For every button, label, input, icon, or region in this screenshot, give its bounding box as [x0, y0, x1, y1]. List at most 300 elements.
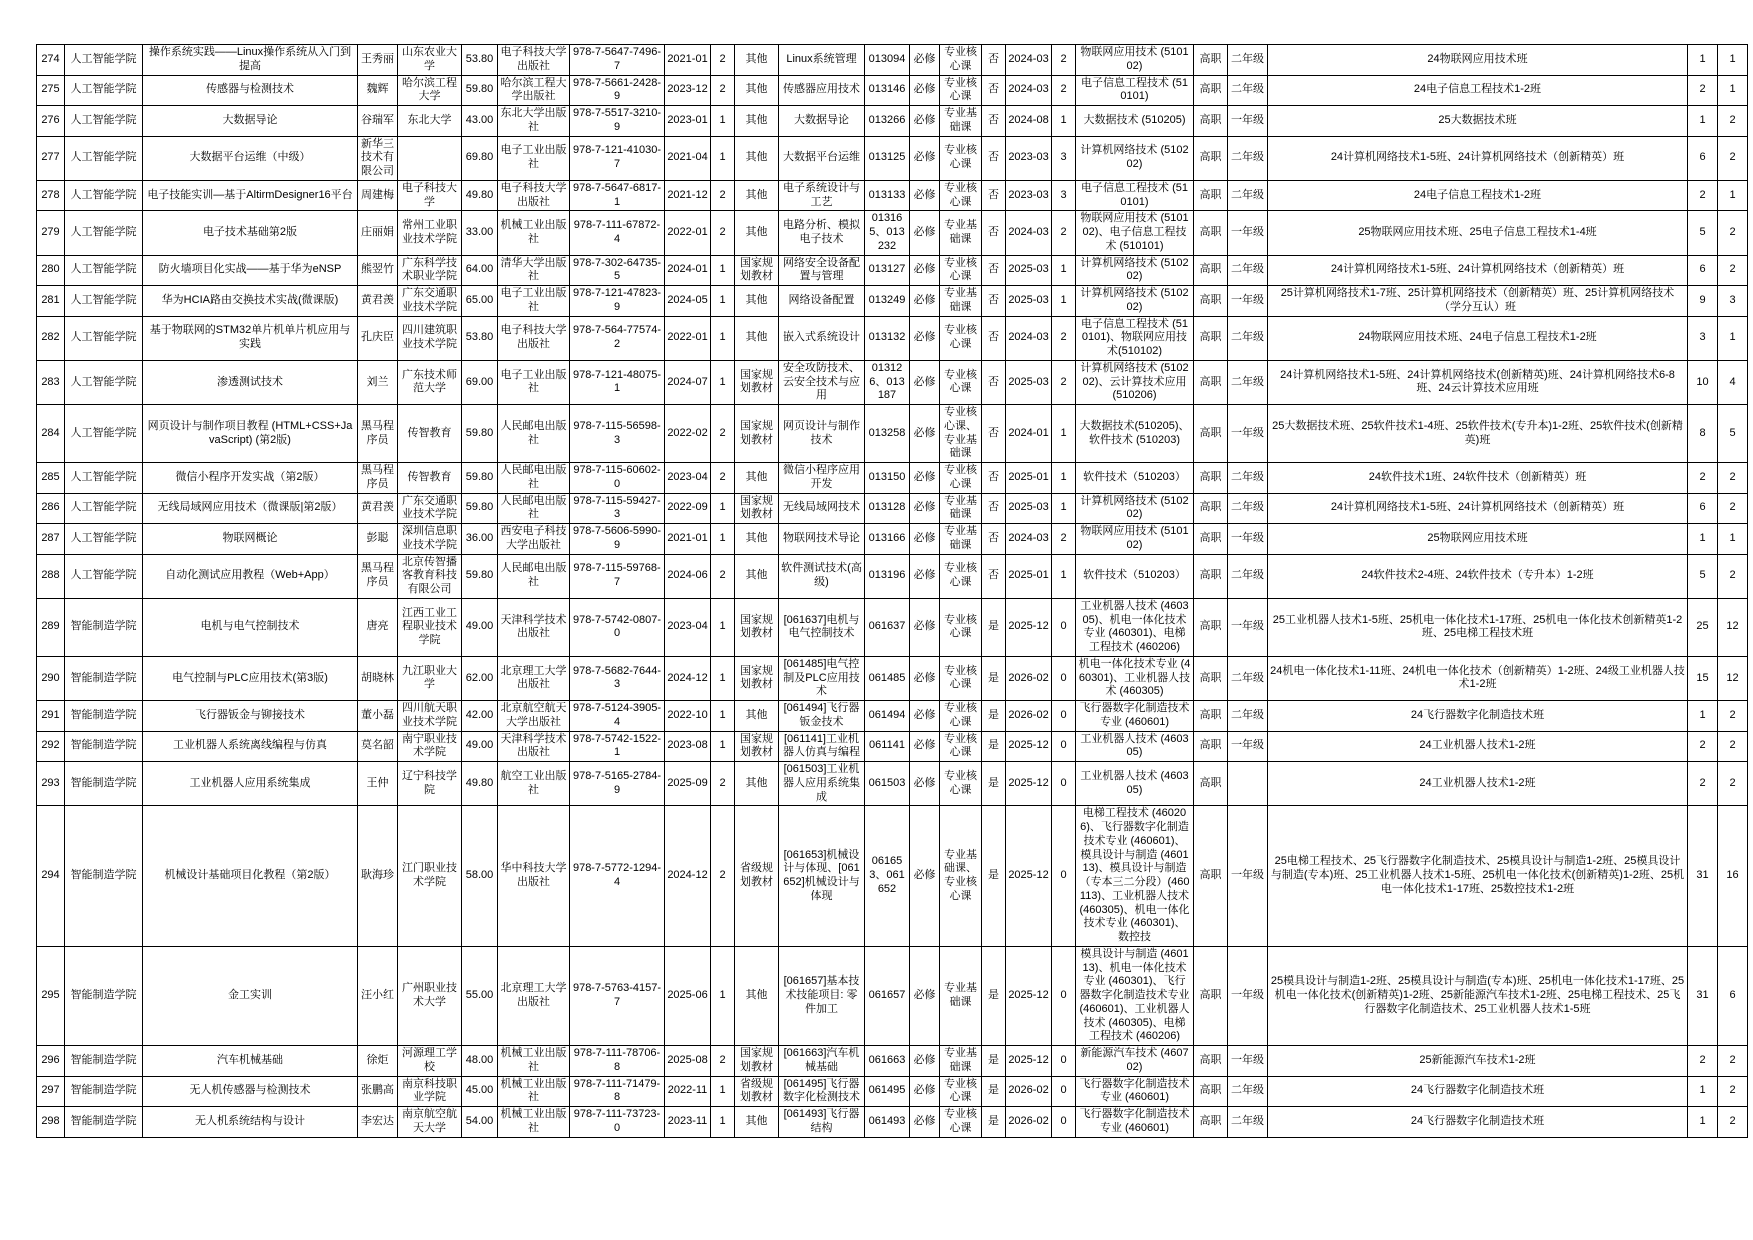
cell-classes: 24计算机网络技术1-5班、24计算机网络技术（创新精英）班 [1268, 255, 1688, 286]
cell-unit: 南宁职业技术学院 [398, 731, 462, 762]
cell-count2: 2 [1718, 1107, 1748, 1138]
cell-title: 金工实训 [143, 946, 358, 1045]
cell-author: 刘兰 [358, 360, 398, 404]
cell-grade: 一年级 [1228, 211, 1268, 255]
cell-code: 061653、061652 [865, 806, 910, 947]
cell-pubdate: 2023-12 [665, 75, 711, 106]
cell-classes: 24物联网应用技术班、24电子信息工程技术1-2班 [1268, 316, 1688, 360]
cell-type: 国家规划教材 [735, 656, 779, 700]
cell-type: 国家规划教材 [735, 598, 779, 656]
cell-count1: 1 [1688, 701, 1718, 732]
cell-no: 285 [37, 463, 65, 494]
cell-required: 必修 [910, 1046, 940, 1077]
cell-nature: 专业核心课 [940, 656, 982, 700]
cell-level: 高职 [1194, 1076, 1228, 1107]
cell-price: 49.80 [462, 762, 498, 806]
cell-level: 高职 [1194, 701, 1228, 732]
cell-flag: 否 [982, 360, 1006, 404]
cell-title: 自动化测试应用教程（Web+App） [143, 554, 358, 598]
cell-required: 必修 [910, 180, 940, 211]
cell-author: 汪小红 [358, 946, 398, 1045]
cell-grade: 一年级 [1228, 106, 1268, 137]
cell-price: 58.00 [462, 806, 498, 947]
cell-no: 298 [37, 1107, 65, 1138]
cell-major: 计算机网络技术 (510202) [1076, 286, 1194, 317]
cell-title: 飞行器钣金与铆接技术 [143, 701, 358, 732]
cell-nature: 专业核心课 [940, 731, 982, 762]
cell-flag: 是 [982, 656, 1006, 700]
cell-nature: 专业核心课 [940, 762, 982, 806]
cell-major: 大数据技术(510205)、软件技术 (510203) [1076, 405, 1194, 463]
cell-course: 网页设计与制作技术 [779, 405, 865, 463]
cell-isbn: 978-7-5661-2428-9 [570, 75, 665, 106]
cell-price: 59.80 [462, 554, 498, 598]
cell-publisher: 清华大学出版社 [498, 255, 570, 286]
cell-level: 高职 [1194, 255, 1228, 286]
cell-grade: 二年级 [1228, 45, 1268, 76]
cell-isbn: 978-7-5124-3905-4 [570, 701, 665, 732]
cell-title: 无人机传感器与检测技术 [143, 1076, 358, 1107]
cell-startdate: 2026-02 [1006, 701, 1052, 732]
cell-startdate: 2025-03 [1006, 493, 1052, 524]
cell-flag: 否 [982, 493, 1006, 524]
cell-pubdate: 2022-11 [665, 1076, 711, 1107]
cell-num: 2 [1052, 360, 1076, 404]
cell-nature: 专业核心课 [940, 180, 982, 211]
cell-isbn: 978-7-302-64735-5 [570, 255, 665, 286]
cell-startdate: 2024-03 [1006, 75, 1052, 106]
cell-pubdate: 2021-01 [665, 45, 711, 76]
cell-classes: 24计算机网络技术1-5班、24计算机网络技术(创新精英)班、24计算机网络技术6-8班、24云计算技术应用班 [1268, 360, 1688, 404]
table-row [37, 45, 1748, 76]
cell-unit: 四川航天职业技术学院 [398, 701, 462, 732]
cell-major: 电子信息工程技术 (510101) [1076, 75, 1194, 106]
cell-required: 必修 [910, 806, 940, 947]
cell-code: 061495 [865, 1076, 910, 1107]
cell-level: 高职 [1194, 211, 1228, 255]
cell-type: 国家规划教材 [735, 731, 779, 762]
table-body [37, 45, 1748, 1138]
cell-isbn: 978-7-5647-6817-1 [570, 180, 665, 211]
cell-startdate: 2025-12 [1006, 946, 1052, 1045]
cell-course: 大数据导论 [779, 106, 865, 137]
cell-required: 必修 [910, 106, 940, 137]
cell-college: 人工智能学院 [65, 405, 143, 463]
cell-classes: 24机电一体化技术1-11班、24机电一体化技术（创新精英）1-2班、24级工业机器人技术1-2班 [1268, 656, 1688, 700]
cell-course: 网络设备配置 [779, 286, 865, 317]
cell-num: 1 [1052, 106, 1076, 137]
cell-edition: 1 [711, 946, 735, 1045]
cell-count1: 1 [1688, 1076, 1718, 1107]
cell-nature: 专业基础课、专业核心课 [940, 806, 982, 947]
cell-major: 飞行器数字化制造技术专业 (460601) [1076, 1076, 1194, 1107]
cell-major: 电子信息工程技术 (510101) [1076, 180, 1194, 211]
cell-startdate: 2025-12 [1006, 598, 1052, 656]
cell-code: 013166 [865, 524, 910, 555]
cell-count2: 2 [1718, 136, 1748, 180]
cell-grade: 二年级 [1228, 701, 1268, 732]
cell-unit: 广州职业技术大学 [398, 946, 462, 1045]
cell-flag: 否 [982, 211, 1006, 255]
cell-course: [061141]工业机器人仿真与编程 [779, 731, 865, 762]
cell-edition: 1 [711, 255, 735, 286]
cell-grade: 二年级 [1228, 180, 1268, 211]
cell-level: 高职 [1194, 524, 1228, 555]
cell-required: 必修 [910, 762, 940, 806]
cell-author: 唐亮 [358, 598, 398, 656]
cell-num: 2 [1052, 524, 1076, 555]
cell-nature: 专业核心课 [940, 316, 982, 360]
cell-type: 国家规划教材 [735, 405, 779, 463]
table-row [37, 75, 1748, 106]
cell-level: 高职 [1194, 106, 1228, 137]
cell-no: 275 [37, 75, 65, 106]
cell-title: 电气控制与PLC应用技术(第3版) [143, 656, 358, 700]
cell-author: 黄君羡 [358, 493, 398, 524]
cell-college: 人工智能学院 [65, 463, 143, 494]
cell-college: 人工智能学院 [65, 136, 143, 180]
cell-major: 软件技术（510203） [1076, 554, 1194, 598]
cell-flag: 否 [982, 405, 1006, 463]
cell-nature: 专业核心课 [940, 701, 982, 732]
cell-type: 其他 [735, 463, 779, 494]
table-row [37, 1107, 1748, 1138]
cell-price: 62.00 [462, 656, 498, 700]
cell-major: 飞行器数字化制造技术专业 (460601) [1076, 701, 1194, 732]
cell-num: 1 [1052, 405, 1076, 463]
cell-author: 谷瑞军 [358, 106, 398, 137]
cell-college: 人工智能学院 [65, 106, 143, 137]
cell-college: 智能制造学院 [65, 656, 143, 700]
cell-startdate: 2025-12 [1006, 762, 1052, 806]
cell-num: 0 [1052, 1046, 1076, 1077]
cell-startdate: 2026-02 [1006, 1107, 1052, 1138]
cell-unit: 江西工业工程职业技术学院 [398, 598, 462, 656]
cell-isbn: 978-7-5763-4157-7 [570, 946, 665, 1045]
cell-count2: 16 [1718, 806, 1748, 947]
cell-count2: 12 [1718, 656, 1748, 700]
cell-title: 无人机系统结构与设计 [143, 1107, 358, 1138]
cell-price: 49.80 [462, 180, 498, 211]
cell-title: 防火墙项目化实战——基于华为eNSP [143, 255, 358, 286]
cell-no: 288 [37, 554, 65, 598]
cell-classes: 25大数据技术班 [1268, 106, 1688, 137]
cell-required: 必修 [910, 493, 940, 524]
cell-major: 软件技术（510203） [1076, 463, 1194, 494]
cell-flag: 是 [982, 701, 1006, 732]
table-row [37, 701, 1748, 732]
cell-num: 0 [1052, 1076, 1076, 1107]
cell-title: 网页设计与制作项目教程 (HTML+CSS+JavaScript) (第2版) [143, 405, 358, 463]
cell-flag: 是 [982, 598, 1006, 656]
cell-course: [061653]机械设计与体现、[061652]机械设计与体现 [779, 806, 865, 947]
cell-classes: 24飞行器数字化制造技术班 [1268, 1107, 1688, 1138]
cell-pubdate: 2022-01 [665, 211, 711, 255]
table-row [37, 106, 1748, 137]
cell-isbn: 978-7-5742-1522-1 [570, 731, 665, 762]
table-row [37, 405, 1748, 463]
cell-edition: 2 [711, 45, 735, 76]
cell-classes: 24计算机网络技术1-5班、24计算机网络技术（创新精英）班 [1268, 493, 1688, 524]
cell-author: 黑马程序员 [358, 405, 398, 463]
cell-publisher: 哈尔滨工程大学出版社 [498, 75, 570, 106]
cell-author: 耿海珍 [358, 806, 398, 947]
cell-price: 69.00 [462, 360, 498, 404]
cell-grade: 二年级 [1228, 463, 1268, 494]
cell-edition: 2 [711, 554, 735, 598]
cell-count2: 6 [1718, 946, 1748, 1045]
cell-pubdate: 2023-08 [665, 731, 711, 762]
cell-title: 汽车机械基础 [143, 1046, 358, 1077]
cell-college: 人工智能学院 [65, 316, 143, 360]
cell-author: 魏辉 [358, 75, 398, 106]
cell-author: 彭聪 [358, 524, 398, 555]
cell-nature: 专业核心课 [940, 136, 982, 180]
cell-num: 1 [1052, 554, 1076, 598]
cell-publisher: 北京理工大学出版社 [498, 946, 570, 1045]
cell-publisher: 电子科技大学出版社 [498, 316, 570, 360]
cell-no: 274 [37, 45, 65, 76]
cell-pubdate: 2024-06 [665, 554, 711, 598]
cell-type: 其他 [735, 762, 779, 806]
cell-classes: 24工业机器人技术1-2班 [1268, 762, 1688, 806]
cell-startdate: 2026-02 [1006, 656, 1052, 700]
cell-nature: 专业基础课 [940, 211, 982, 255]
cell-flag: 是 [982, 762, 1006, 806]
cell-classes: 25新能源汽车技术1-2班 [1268, 1046, 1688, 1077]
cell-num: 0 [1052, 946, 1076, 1045]
cell-code: 061657 [865, 946, 910, 1045]
cell-num: 0 [1052, 598, 1076, 656]
cell-college: 智能制造学院 [65, 598, 143, 656]
table-row [37, 463, 1748, 494]
cell-unit: 东北大学 [398, 106, 462, 137]
cell-pubdate: 2022-02 [665, 405, 711, 463]
cell-title: 工业机器人系统离线编程与仿真 [143, 731, 358, 762]
cell-college: 智能制造学院 [65, 1107, 143, 1138]
cell-count2: 1 [1718, 45, 1748, 76]
cell-required: 必修 [910, 75, 940, 106]
cell-major: 电子信息工程技术 (510101)、物联网应用技术(510102) [1076, 316, 1194, 360]
cell-required: 必修 [910, 316, 940, 360]
cell-course: [061637]电机与电气控制技术 [779, 598, 865, 656]
cell-isbn: 978-7-121-41030-7 [570, 136, 665, 180]
cell-nature: 专业基础课 [940, 524, 982, 555]
cell-count2: 2 [1718, 106, 1748, 137]
cell-count2: 2 [1718, 701, 1748, 732]
cell-classes: 24物联网应用技术班 [1268, 45, 1688, 76]
cell-author: 李宏达 [358, 1107, 398, 1138]
cell-publisher: 航空工业出版社 [498, 762, 570, 806]
table-row [37, 524, 1748, 555]
cell-nature: 专业核心课 [940, 1076, 982, 1107]
table-row [37, 136, 1748, 180]
cell-grade: 二年级 [1228, 493, 1268, 524]
cell-college: 智能制造学院 [65, 1076, 143, 1107]
cell-count2: 2 [1718, 1046, 1748, 1077]
cell-code: 061493 [865, 1107, 910, 1138]
cell-college: 人工智能学院 [65, 360, 143, 404]
cell-course: 大数据平台运维 [779, 136, 865, 180]
cell-type: 省级规划教材 [735, 1076, 779, 1107]
cell-type: 其他 [735, 286, 779, 317]
cell-required: 必修 [910, 45, 940, 76]
cell-title: 基于物联网的STM32单片机单片机应用与实践 [143, 316, 358, 360]
cell-code: 013165、013232 [865, 211, 910, 255]
cell-title: 电子技术基础第2版 [143, 211, 358, 255]
cell-publisher: 北京航空航天大学出版社 [498, 701, 570, 732]
cell-author: 庄丽娟 [358, 211, 398, 255]
cell-pubdate: 2024-07 [665, 360, 711, 404]
cell-isbn: 978-7-5517-3210-9 [570, 106, 665, 137]
cell-college: 智能制造学院 [65, 762, 143, 806]
cell-num: 2 [1052, 75, 1076, 106]
table-row [37, 598, 1748, 656]
cell-code: 061637 [865, 598, 910, 656]
cell-no: 282 [37, 316, 65, 360]
cell-author: 张鹏高 [358, 1076, 398, 1107]
cell-grade: 二年级 [1228, 554, 1268, 598]
cell-author: 周建梅 [358, 180, 398, 211]
cell-college: 智能制造学院 [65, 806, 143, 947]
cell-count1: 3 [1688, 316, 1718, 360]
cell-isbn: 978-7-111-67872-4 [570, 211, 665, 255]
cell-required: 必修 [910, 286, 940, 317]
cell-college: 智能制造学院 [65, 731, 143, 762]
cell-type: 其他 [735, 106, 779, 137]
cell-count2: 2 [1718, 255, 1748, 286]
cell-no: 297 [37, 1076, 65, 1107]
cell-isbn: 978-7-5742-0807-0 [570, 598, 665, 656]
cell-publisher: 北京理工大学出版社 [498, 656, 570, 700]
cell-classes: 24飞行器数字化制造技术班 [1268, 701, 1688, 732]
cell-level: 高职 [1194, 762, 1228, 806]
table-row [37, 731, 1748, 762]
cell-grade: 一年级 [1228, 1046, 1268, 1077]
cell-classes: 25工业机器人技术1-5班、25机电一体化技术1-17班、25机电一体化技术创新精英1-2班、25电梯工程技术班 [1268, 598, 1688, 656]
cell-level: 高职 [1194, 405, 1228, 463]
cell-major: 物联网应用技术 (510102)、电子信息工程技术 (510101) [1076, 211, 1194, 255]
cell-code: 013094 [865, 45, 910, 76]
cell-no: 281 [37, 286, 65, 317]
cell-num: 1 [1052, 493, 1076, 524]
cell-count1: 1 [1688, 45, 1718, 76]
cell-isbn: 978-7-5772-1294-4 [570, 806, 665, 947]
cell-title: 操作系统实践——Linux操作系统从入门到提高 [143, 45, 358, 76]
cell-startdate: 2025-03 [1006, 360, 1052, 404]
cell-college: 人工智能学院 [65, 180, 143, 211]
cell-no: 295 [37, 946, 65, 1045]
cell-price: 53.80 [462, 316, 498, 360]
cell-flag: 否 [982, 180, 1006, 211]
cell-major: 工业机器人技术 (460305) [1076, 762, 1194, 806]
cell-price: 65.00 [462, 286, 498, 317]
cell-major: 机电一体化技术专业 (460301)、工业机器人技术 (460305) [1076, 656, 1194, 700]
cell-major: 计算机网络技术 (510202) [1076, 493, 1194, 524]
cell-publisher: 机械工业出版社 [498, 1107, 570, 1138]
cell-pubdate: 2023-01 [665, 106, 711, 137]
cell-price: 43.00 [462, 106, 498, 137]
cell-count1: 31 [1688, 806, 1718, 947]
table-row [37, 286, 1748, 317]
cell-required: 必修 [910, 731, 940, 762]
cell-required: 必修 [910, 136, 940, 180]
cell-author: 黑马程序员 [358, 463, 398, 494]
cell-code: 013258 [865, 405, 910, 463]
cell-no: 277 [37, 136, 65, 180]
cell-unit: 常州工业职业技术学院 [398, 211, 462, 255]
cell-price: 59.80 [462, 463, 498, 494]
cell-grade: 二年级 [1228, 360, 1268, 404]
cell-code: 013128 [865, 493, 910, 524]
cell-course: 软件测试技术(高级) [779, 554, 865, 598]
cell-publisher: 东北大学出版社 [498, 106, 570, 137]
cell-major: 计算机网络技术 (510202) [1076, 255, 1194, 286]
cell-college: 智能制造学院 [65, 701, 143, 732]
cell-edition: 1 [711, 1076, 735, 1107]
cell-required: 必修 [910, 211, 940, 255]
cell-flag: 否 [982, 554, 1006, 598]
cell-flag: 否 [982, 75, 1006, 106]
cell-grade: 一年级 [1228, 286, 1268, 317]
cell-unit: 传智教育 [398, 405, 462, 463]
cell-nature: 专业核心课 [940, 75, 982, 106]
cell-price: 45.00 [462, 1076, 498, 1107]
cell-count1: 2 [1688, 75, 1718, 106]
cell-isbn: 978-7-115-60602-0 [570, 463, 665, 494]
cell-type: 其他 [735, 1107, 779, 1138]
cell-major: 计算机网络技术 (510202) [1076, 136, 1194, 180]
cell-classes: 24软件技术1班、24软件技术（创新精英）班 [1268, 463, 1688, 494]
cell-grade: 二年级 [1228, 656, 1268, 700]
cell-code: 013249 [865, 286, 910, 317]
table-row [37, 211, 1748, 255]
cell-course: 嵌入式系统设计 [779, 316, 865, 360]
cell-major: 物联网应用技术 (510102) [1076, 45, 1194, 76]
table-row [37, 316, 1748, 360]
cell-college: 人工智能学院 [65, 255, 143, 286]
cell-code: 013146 [865, 75, 910, 106]
cell-course: 微信小程序应用开发 [779, 463, 865, 494]
cell-count1: 1 [1688, 106, 1718, 137]
cell-edition: 2 [711, 806, 735, 947]
cell-pubdate: 2024-12 [665, 656, 711, 700]
cell-unit: 北京传智播客教育科技有限公司 [398, 554, 462, 598]
cell-edition: 2 [711, 762, 735, 806]
cell-isbn: 978-7-115-59427-3 [570, 493, 665, 524]
cell-level: 高职 [1194, 136, 1228, 180]
cell-isbn: 978-7-111-73723-0 [570, 1107, 665, 1138]
cell-unit: 江门职业技术学院 [398, 806, 462, 947]
cell-college: 人工智能学院 [65, 75, 143, 106]
cell-grade: 一年级 [1228, 405, 1268, 463]
cell-count1: 9 [1688, 286, 1718, 317]
cell-title: 机械设计基础项目化教程（第2版） [143, 806, 358, 947]
cell-num: 2 [1052, 211, 1076, 255]
cell-flag: 是 [982, 946, 1006, 1045]
cell-startdate: 2023-03 [1006, 180, 1052, 211]
cell-type: 其他 [735, 316, 779, 360]
cell-course: [061485]电气控制及PLC应用技术 [779, 656, 865, 700]
cell-author: 董小磊 [358, 701, 398, 732]
cell-publisher: 华中科技大学出版社 [498, 806, 570, 947]
cell-pubdate: 2023-04 [665, 598, 711, 656]
cell-count2: 4 [1718, 360, 1748, 404]
cell-major: 工业机器人技术 (460305)、机电一体化技术专业 (460301)、电梯工程技术 (460206) [1076, 598, 1194, 656]
cell-publisher: 西安电子科技大学出版社 [498, 524, 570, 555]
cell-unit: 电子科技大学 [398, 180, 462, 211]
cell-publisher: 电子科技大学出版社 [498, 45, 570, 76]
